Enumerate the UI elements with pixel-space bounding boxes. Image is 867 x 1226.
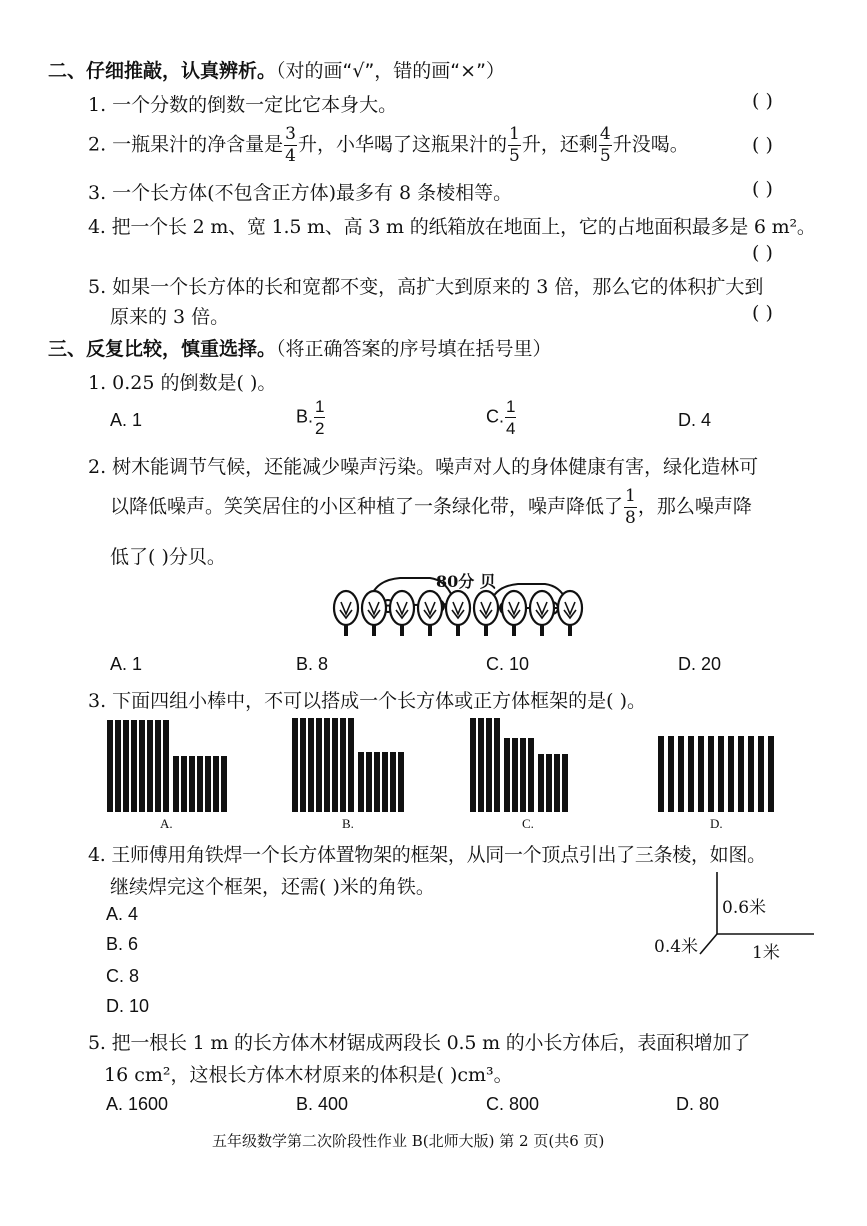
edge-width-label: 0.4米 bbox=[654, 937, 699, 957]
tree-row bbox=[334, 591, 582, 636]
stick-label-b: B. bbox=[342, 816, 354, 831]
section3-heading: 三、反复比较，慎重选择。（将正确答案的序号填在括号里） bbox=[48, 338, 552, 360]
q5-option-d[interactable]: D. 80 bbox=[676, 1094, 720, 1114]
section2-heading: 二、仔细推敲，认真辨析。（对的画“√”，错的画“×”） bbox=[48, 60, 505, 82]
stick-group-a bbox=[107, 720, 257, 812]
s2-item5-line2: 原来的 3 倍。 bbox=[110, 306, 230, 328]
cars-trees-illustration bbox=[330, 570, 590, 642]
fraction-4-5: $\frac{4}{5}$ bbox=[599, 124, 611, 166]
edge-height-label: 0.6米 bbox=[722, 898, 767, 918]
q1-option-b[interactable]: B. $\frac{1}{2}$ bbox=[296, 397, 325, 438]
q2-option-b[interactable]: B. 8 bbox=[296, 654, 329, 674]
q4-option-a[interactable]: A. 4 bbox=[106, 904, 139, 924]
q2-option-d[interactable]: D. 20 bbox=[678, 654, 722, 674]
fraction-3-4: $\frac{3}{4}$ bbox=[285, 124, 296, 166]
q1-option-a[interactable]: A. 1 bbox=[110, 410, 143, 430]
s2-item5-line1: 5. 如果一个长方体的长和宽都不变，高扩大到原来的 3 倍，那么它的体积扩大到 bbox=[88, 276, 764, 298]
s2-item1: 1. 一个分数的倒数一定比它本身大。 bbox=[88, 94, 398, 116]
q2-option-a[interactable]: A. 1 bbox=[110, 654, 143, 674]
decibel-label: 80分 贝 bbox=[436, 572, 496, 591]
fraction-1-5: $\frac{1}{5}$ bbox=[509, 124, 520, 166]
stick-label-a: A. bbox=[160, 816, 173, 831]
q5-option-c[interactable]: C. 800 bbox=[486, 1094, 540, 1114]
stick-label-d: D. bbox=[710, 816, 723, 831]
s3-q4-line2: 继续焊完这个框架，还需( )米的角铁。 bbox=[110, 876, 435, 898]
q5-option-a[interactable]: A. 1600 bbox=[106, 1094, 169, 1114]
stick-label-c: C. bbox=[522, 816, 534, 831]
s2-item3: 3. 一个长方体(不包含正方体)最多有 8 条棱相等。 bbox=[88, 182, 513, 204]
s3-q1: 1. 0.25 的倒数是( )。 bbox=[88, 372, 277, 394]
s3-q3: 3. 下面四组小棒中，不可以搭成一个长方体或正方体框架的是( )。 bbox=[88, 690, 647, 712]
edge-length-label: 1米 bbox=[752, 943, 780, 963]
s3-q2-line1: 2. 树木能调节气候，还能减少噪声污染。噪声对人的身体健康有害，绿化造林可 bbox=[88, 456, 759, 478]
stick-group-b bbox=[292, 718, 422, 812]
s2-item4: 4. 把一个长 2 m、宽 1.5 m、高 3 m 的纸箱放在地面上，它的占地面积最多是 6 m²。 bbox=[88, 216, 816, 238]
answer-paren-1[interactable]: ( ) bbox=[752, 90, 773, 112]
answer-paren-2[interactable]: ( ) bbox=[752, 134, 773, 156]
stick-group-d bbox=[658, 736, 782, 812]
answer-paren-5[interactable]: ( ) bbox=[752, 302, 773, 324]
s3-q5-line2: 16 cm²，这根长方体木材原来的体积是( )cm³。 bbox=[104, 1064, 513, 1086]
s3-q5-line1: 5. 把一根长 1 m 的长方体木材锯成两段长 0.5 m 的小长方体后，表面积增加了 bbox=[88, 1032, 751, 1054]
s3-q2-line2: 以降低噪声。笑笑居住的小区种植了一条绿化带，噪声降低了 $\frac{1}{8}$ ，那么噪声降 bbox=[110, 486, 752, 528]
q1-option-c[interactable]: C. $\frac{1}{4}$ bbox=[486, 397, 516, 438]
q4-option-c[interactable]: C. 8 bbox=[106, 966, 140, 986]
answer-paren-3[interactable]: ( ) bbox=[752, 178, 773, 200]
q5-option-b[interactable]: B. 400 bbox=[296, 1094, 349, 1114]
q1-option-d[interactable]: D. 4 bbox=[678, 410, 712, 430]
q4-option-d[interactable]: D. 10 bbox=[106, 996, 150, 1016]
page-footer: 五年级数学第二次阶段性作业 B(北师大版) 第 2 页(共6 页) bbox=[212, 1132, 605, 1150]
q4-option-b[interactable]: B. 6 bbox=[106, 934, 139, 954]
stick-group-c bbox=[470, 718, 620, 812]
answer-paren-4[interactable]: ( ) bbox=[752, 242, 773, 264]
s3-q2-line3: 低了( )分贝。 bbox=[110, 546, 226, 568]
s3-q4-line1: 4. 王师傅用角铁焊一个长方体置物架的框架，从同一个顶点引出了三条棱，如图。 bbox=[88, 844, 766, 866]
car-icon bbox=[488, 584, 568, 614]
q2-option-c[interactable]: C. 10 bbox=[486, 654, 530, 674]
s2-item2: 2. 一瓶果汁的净含量是 $\frac{3}{4}$ 升，小华喝了这瓶果汁的 $\frac{1}{5}$ 升，还剩 $\frac{4}{5}$ 升没喝。 bbox=[88, 124, 689, 166]
